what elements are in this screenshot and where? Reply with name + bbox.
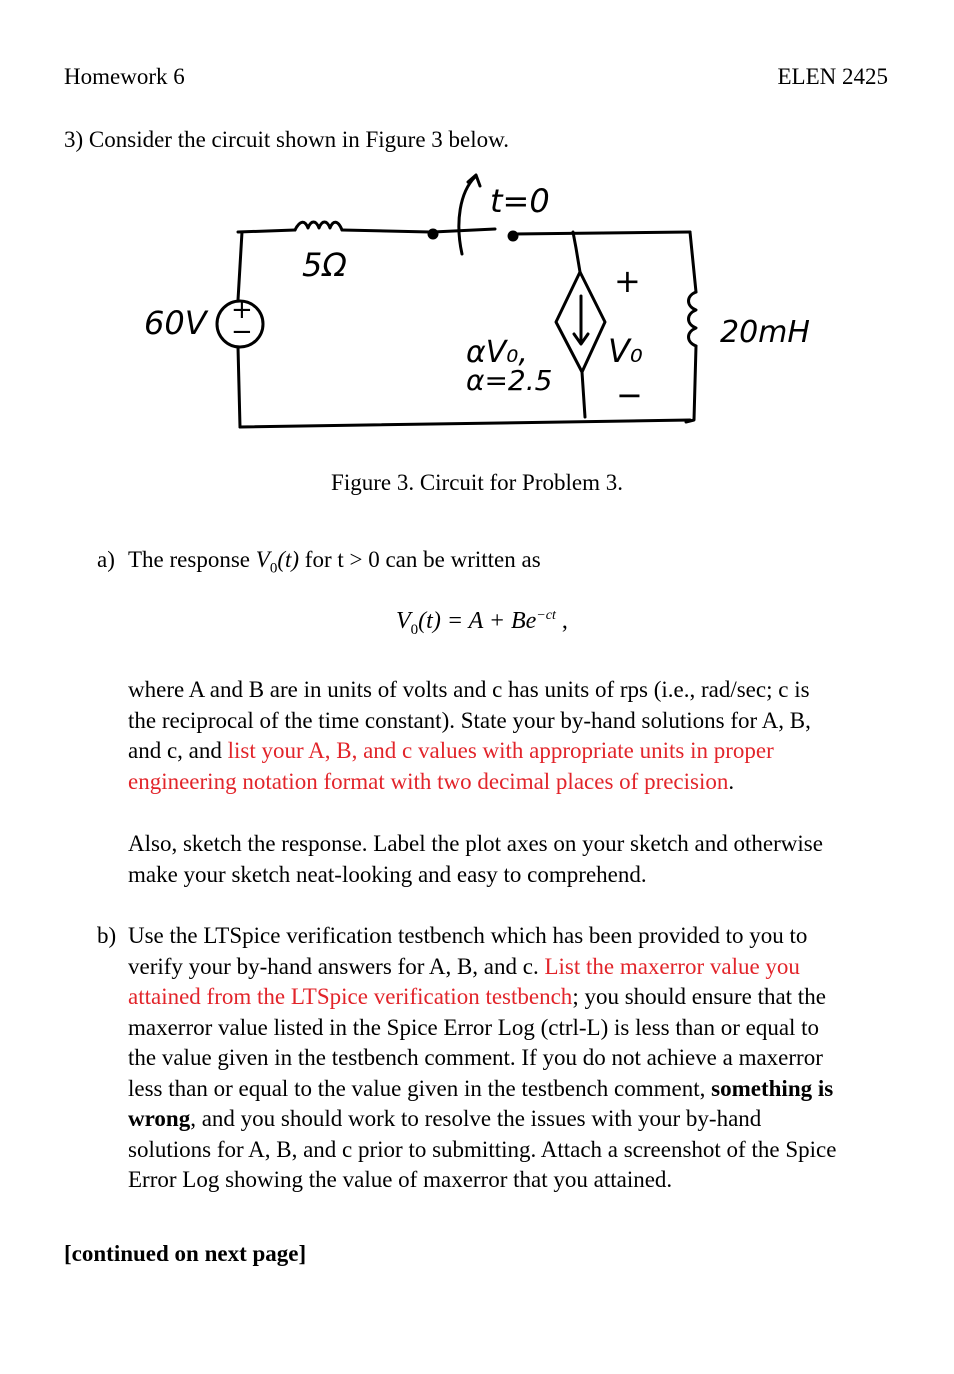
- part-a-paragraph-1: where A and B are in units of volts and c has units of rps (i.e., rad/sec; c is the reciprocal of the time constant). State your by-hand solutions for A, B, and c, and list your A, B, and c values with appropriate units in proper engineering notation format with two decimal places of precision.: [128, 677, 811, 794]
- switch-label: t=0: [490, 182, 550, 220]
- voltage-source-label: 60V: [144, 304, 207, 342]
- inductor-label: 20mH: [720, 315, 810, 350]
- plus-sign: +: [614, 262, 641, 300]
- switch-blade: [433, 229, 495, 232]
- alpha-label: α=2.5: [466, 364, 553, 397]
- minus-sign: −: [616, 376, 643, 414]
- response-equation: $V_0(t) = A + Be^{-ct}$ ,: [396, 608, 568, 638]
- inductor-symbol: [689, 292, 697, 346]
- header-course-title: Homework 6: [64, 64, 185, 89]
- figure-caption: Figure 3. Circuit for Problem 3.: [331, 470, 623, 495]
- circuit-diagram: [130, 172, 830, 444]
- header-course-code: ELEN 2425: [777, 64, 888, 89]
- part-a-paragraph-2: Also, sketch the response. Label the plot axes on your sketch and otherwise make your sketch neat-looking and easy to comprehend.: [128, 831, 823, 887]
- left-wire: [238, 232, 242, 300]
- resistor-label: 5Ω: [302, 246, 347, 284]
- continued-note: [continued on next page]: [64, 1241, 307, 1266]
- switch-arrow: [459, 177, 475, 254]
- vo-label: V₀: [608, 332, 643, 370]
- source-plus-sign: +: [231, 295, 253, 325]
- resistor-symbol: [295, 222, 342, 230]
- problem-intro: 3) Consider the circuit shown in Figure 3 below.: [64, 127, 510, 152]
- dependent-source-label: αV₀,: [466, 335, 528, 370]
- source-minus-sign: −: [231, 317, 253, 347]
